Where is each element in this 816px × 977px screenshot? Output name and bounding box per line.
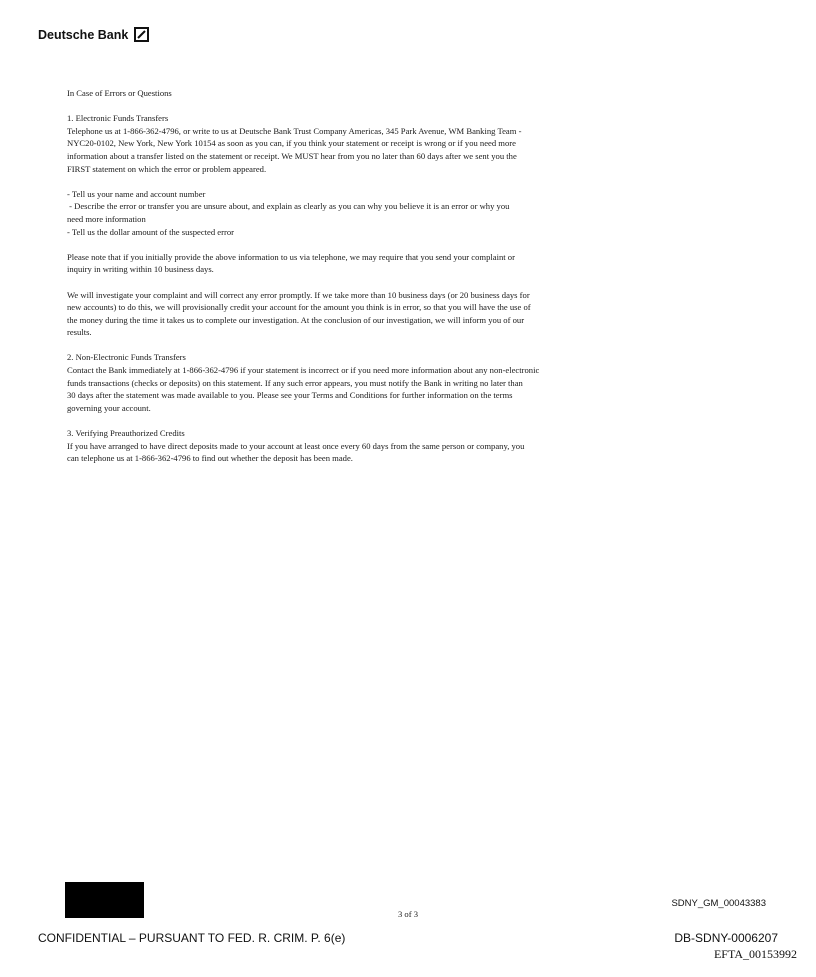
text-line: Please note that if you initially provide the above information to us via telephone, we may require that you send your complaint or [67,251,515,262]
logo-text: Deutsche Bank [38,27,129,42]
text-line: We will investigate your complaint and will correct any error promptly. If we take more than 10 business days (or 20 business days for [67,289,530,300]
list-item: - Tell us the dollar amount of the suspected error [67,226,235,237]
investigation-paragraph [67,289,642,339]
text-line: Telephone us at 1-866-362-4796, or write to us at Deutsche Bank Trust Company Americas, 345 Park Avenue, WM Banking Team - [67,125,522,136]
page-number: 3 of 3 [397,909,419,919]
text-line: funds transactions (checks or deposits) on this statement. If any such error appears, you must notify the Bank in writing no later than [67,377,523,388]
text-line: 30 days after the statement was made available to you. Please see your Terms and Conditions for further information on the terms [67,390,513,401]
text-line: information about a transfer listed on the statement or receipt. We MUST hear from you no later than 60 days after we sent you the [67,150,517,161]
statement-disclosure [67,87,642,477]
text-line: NYC20-0102, New York, New York 10154 as soon as you can, if you think your statement or receipt is wrong or if you need more [67,138,516,149]
section-title: 2. Non-Electronic Funds Transfers [67,352,186,363]
section-title: 1. Electronic Funds Transfers [67,113,169,124]
text-line: inquiry in writing within 10 business days. [67,264,214,275]
confidentiality-notice: CONFIDENTIAL – PURSUANT TO FED. R. CRIM. P. 6(e) [38,931,346,945]
telephone-note [67,251,642,276]
text-line: FIRST statement on which the error or problem appeared. [67,163,267,174]
bates-number-db-sdny: DB-SDNY-0006207 [674,931,778,945]
text-line: results. [67,327,92,338]
list-item: - Describe the error or transfer you are unsure about, and explain as clearly as you can why you believe it is an error or why you [67,201,510,212]
text-line: governing your account. [67,402,151,413]
text-line: new accounts) to do this, we will provisionally credit your account for the amount you think is in error, so that you will have the use of [67,302,531,313]
text-line: can telephone us at 1-866-362-4796 to find out whether the deposit has been made. [67,453,353,464]
section-title: 3. Verifying Preauthorized Credits [67,428,185,439]
list-item: - Tell us your name and account number [67,188,206,199]
bates-number-sdny-gm: SDNY_GM_00043383 [671,898,766,909]
disclosure-heading: In Case of Errors or Questions [67,88,172,98]
section-non-electronic-transfers [67,351,642,414]
deutsche-bank-logo [38,27,149,42]
deutsche-bank-slash-icon [134,27,149,42]
text-line: the money during the time it takes us to complete our investigation. At the conclusion of our investigation, we will inform you of our [67,314,525,325]
section-electronic-transfers [67,112,642,175]
required-info-list [67,188,642,238]
bates-number-efta: EFTA_00153992 [713,947,797,961]
text-line: If you have arranged to have direct deposits made to your account at least once every 60 days from the same person or company, you [67,440,525,451]
section-preauthorized-credits [67,427,642,465]
list-item: need more information [67,213,146,224]
text-line: Contact the Bank immediately at 1-866-362-4796 if your statement is incorrect or if you need more information about any non-electronic [67,365,540,376]
